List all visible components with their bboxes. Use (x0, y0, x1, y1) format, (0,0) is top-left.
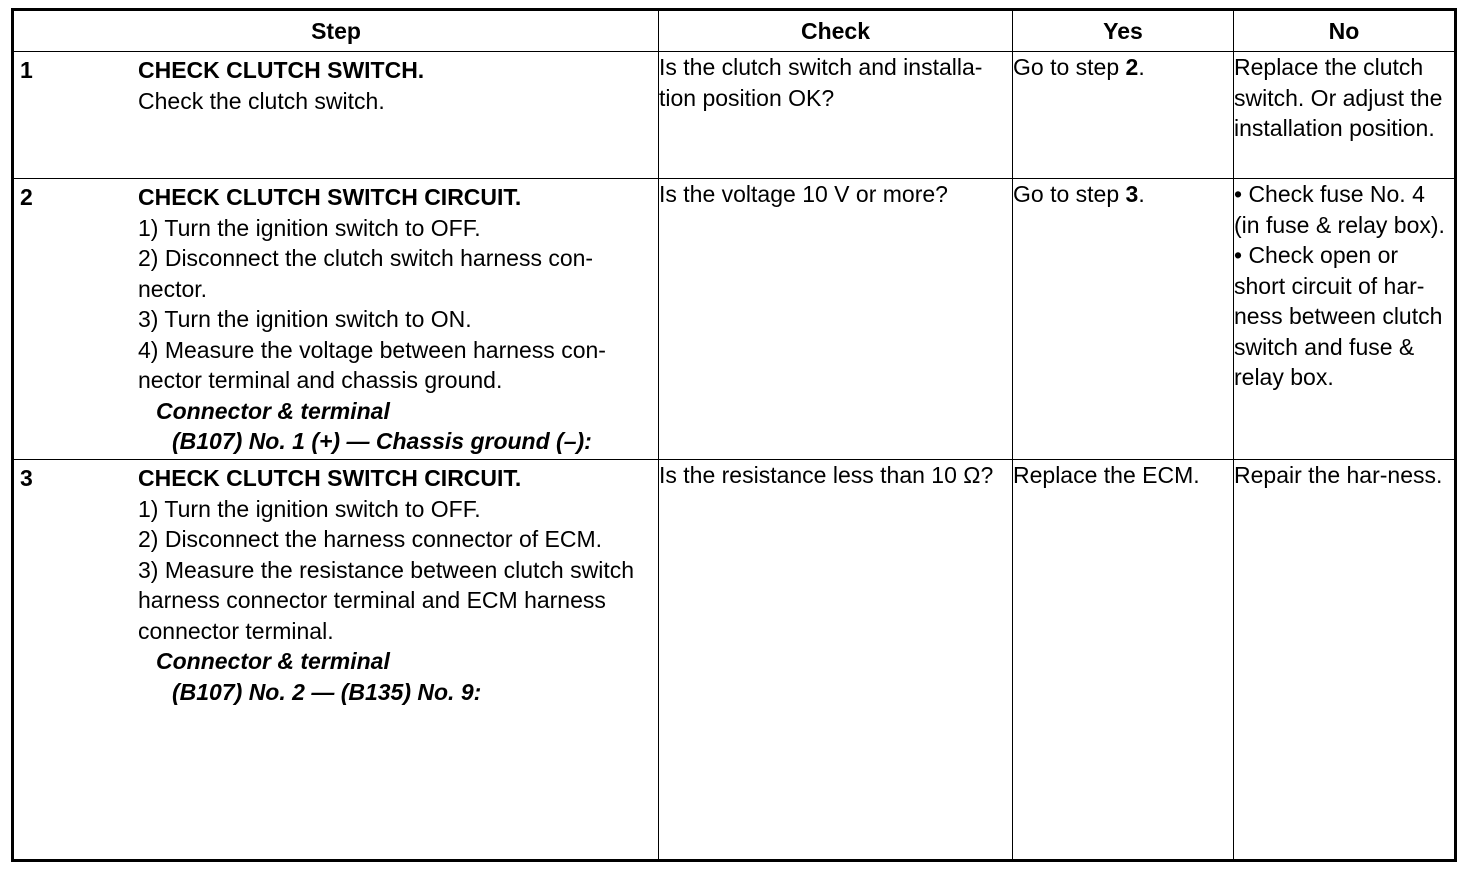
header-step: Step (13, 10, 659, 52)
step-title: CHECK CLUTCH SWITCH CIRCUIT. (138, 465, 522, 491)
no-cell (1234, 179, 1456, 460)
table-row (13, 52, 1456, 179)
step-instruction: 3) Turn the ignition switch to ON. (138, 306, 472, 332)
yes-prefix: Go to step (1013, 181, 1126, 207)
yes-suffix: . (1138, 181, 1145, 207)
step-instruction: 1) Turn the ignition switch to OFF. (138, 214, 481, 241)
step-body (138, 463, 658, 707)
step-instruction: 4) Measure the voltage between harness con-nector terminal and chassis ground. (138, 336, 606, 393)
header-row (13, 10, 1456, 52)
yes-cell: Replace the ECM. (1013, 460, 1234, 861)
step-cell (13, 179, 659, 460)
step-title: CHECK CLUTCH SWITCH. (138, 57, 425, 83)
no-cell: Repair the har-ness. (1234, 460, 1456, 861)
check-cell: Is the voltage 10 V or more? (659, 179, 1013, 460)
step-body (138, 182, 658, 457)
header-check: Check (659, 10, 1013, 52)
step-instruction: 1) Turn the ignition switch to OFF. (138, 495, 481, 522)
header-no: No (1234, 10, 1456, 52)
connector-value: (B107) No. 1 (+) — Chassis ground (–): (172, 428, 592, 454)
step-number: 1 (20, 57, 33, 83)
check-cell: Is the clutch switch and installa-tion position OK? (659, 52, 1013, 179)
step-cell (13, 52, 659, 179)
step-number: 2 (20, 184, 33, 210)
table-row (13, 460, 1456, 861)
header-yes: Yes (1013, 10, 1234, 52)
yes-cell (1013, 179, 1234, 460)
no-bullet: • Check open or short circuit of har-ness between clutch switch and fuse & relay box. (1234, 242, 1443, 390)
no-bullet: • Check fuse No. 4 (in fuse & relay box). (1234, 181, 1445, 238)
yes-suffix: . (1138, 54, 1145, 80)
connector-value: (B107) No. 2 — (B135) No. 9: (172, 678, 482, 705)
step-number: 3 (20, 465, 33, 491)
yes-prefix: Go to step (1013, 54, 1126, 80)
diagnostic-table (11, 8, 1457, 862)
table-row (13, 179, 1456, 460)
yes-cell (1013, 52, 1234, 179)
step-cell (13, 460, 659, 861)
step-instruction: Check the clutch switch. (138, 87, 385, 114)
yes-step-ref: 3 (1125, 181, 1139, 207)
step-title: CHECK CLUTCH SWITCH CIRCUIT. (138, 184, 522, 210)
connector-label: Connector & terminal (156, 648, 390, 674)
step-instruction: 2) Disconnect the clutch switch harness con-nector. (138, 245, 594, 302)
connector-label: Connector & terminal (156, 397, 390, 424)
check-cell: Is the resistance less than 10 Ω? (659, 460, 1013, 861)
step-body (138, 55, 658, 116)
step-instruction: 2) Disconnect the harness connector of ECM. (138, 526, 603, 552)
step-instruction: 3) Measure the resistance between clutch switch harness connector terminal and ECM harness connector terminal. (138, 556, 635, 644)
no-cell: Replace the clutch switch. Or adjust the installation position. (1234, 52, 1456, 179)
yes-step-ref: 2 (1125, 54, 1139, 80)
